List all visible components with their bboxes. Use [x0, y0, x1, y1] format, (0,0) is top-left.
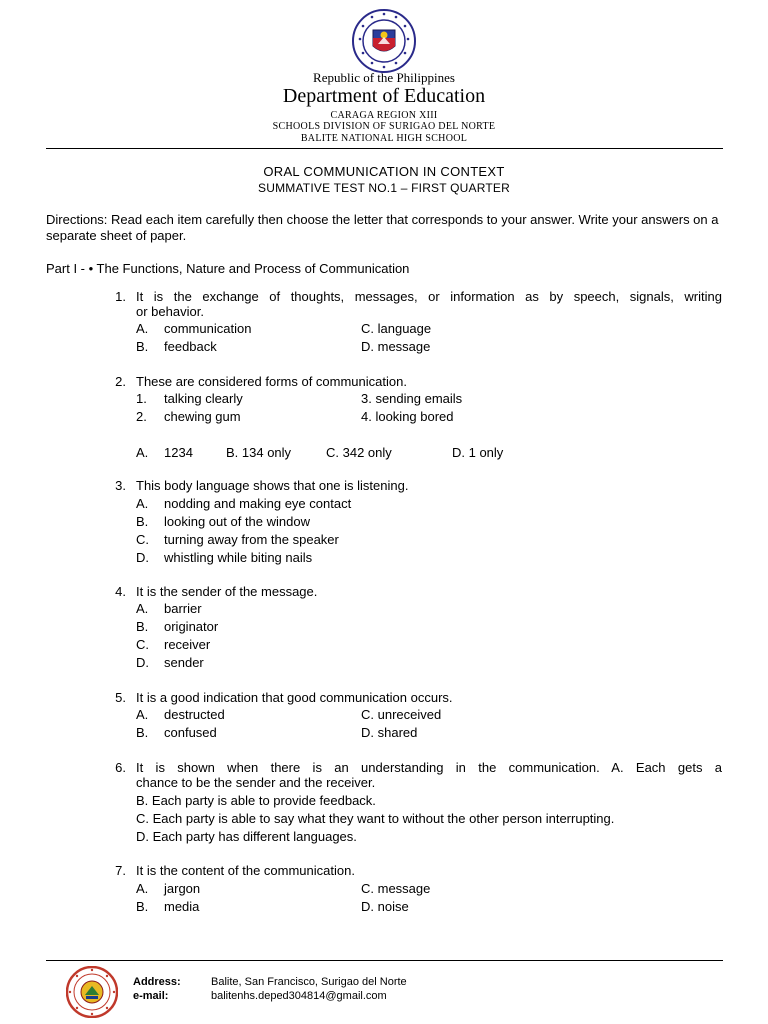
question-stem: It is shown when there is an understanding in the communication. A. Each gets a [136, 760, 722, 775]
question-stem: It is the exchange of thoughts, messages, or information as by speech, signals, writing [136, 289, 722, 304]
option-c: C. receiver [136, 637, 211, 652]
question-stem-continued: chance to be the sender and the receiver. [136, 775, 376, 790]
option-a: A. jargon [136, 881, 201, 896]
header-divider [46, 148, 723, 149]
option-d: D. message [361, 339, 431, 354]
question-number: 6. [115, 760, 126, 775]
option-b: B. media [136, 899, 200, 914]
address-value: Balite, San Francisco, Surigao del Norte [211, 976, 407, 988]
option-b: B. originator [136, 619, 219, 634]
option-b: B. confused [136, 725, 217, 740]
option-d: D. whistling while biting nails [136, 550, 313, 565]
option-c: C. turning away from the speaker [136, 532, 339, 547]
option-c: C. unreceived [361, 707, 442, 722]
option-a: A. nodding and making eye contact [136, 496, 352, 511]
subject-title: ORAL COMMUNICATION IN CONTEXT [263, 164, 505, 179]
question-stem: It is the content of the communication. [136, 863, 355, 878]
item-1: 1. talking clearly [136, 391, 243, 406]
address-label: Address: [133, 976, 181, 988]
question-number: 1. [115, 289, 126, 304]
question-number: 5. [115, 690, 126, 705]
email-value: balitenhs.deped304814@gmail.com [211, 990, 387, 1002]
option-a: A. 1234 [136, 445, 193, 460]
option-d: D. Each party has different languages. [136, 829, 357, 844]
department-title: Department of Education [282, 85, 486, 107]
option-c: C. language [361, 321, 432, 336]
option-c: C. 342 only [326, 445, 392, 460]
question-number: 2. [115, 374, 126, 389]
question-number: 7. [115, 863, 126, 878]
footer-divider [46, 960, 723, 961]
item-3: 3. sending emails [361, 391, 463, 406]
option-c: C. message [361, 881, 431, 896]
option-d: D. sender [136, 655, 204, 670]
question-stem: These are considered forms of communication. [136, 374, 407, 389]
question-number: 3. [115, 478, 126, 493]
school-seal-logo [66, 966, 118, 1018]
deped-seal-logo [351, 8, 417, 74]
directions-text: Directions: Read each item carefully then choose the letter that corresponds to your answer. Write your answers on a separate sheet of paper. [46, 212, 719, 243]
test-title: SUMMATIVE TEST NO.1 – FIRST QUARTER [258, 181, 510, 195]
item-4: 4. looking bored [361, 409, 454, 424]
question-stem-continued: or behavior. [136, 304, 204, 319]
division-label: SCHOOLS DIVISION OF SURIGAO DEL NORTE [272, 121, 496, 132]
option-b: B. Each party is able to provide feedback. [136, 793, 376, 808]
email-label: e-mail: [133, 990, 169, 1002]
option-d: D. shared [361, 725, 418, 740]
option-d: D. noise [361, 899, 409, 914]
option-c: C. Each party is able to say what they want to without the other person interrupting. [136, 811, 615, 826]
item-2: 2. chewing gum [136, 409, 241, 424]
question-number: 4. [115, 584, 126, 599]
option-b: B. feedback [136, 339, 217, 354]
question-stem: It is a good indication that good communication occurs. [136, 690, 453, 705]
question-stem: It is the sender of the message. [136, 584, 318, 599]
part-heading: Part I - • The Functions, Nature and Process of Communication [46, 261, 410, 276]
option-a: A. communication [136, 321, 252, 336]
option-a: A. destructed [136, 707, 225, 722]
option-b: B. 134 only [226, 445, 292, 460]
option-b: B. looking out of the window [136, 514, 310, 529]
option-d: D. 1 only [452, 445, 504, 460]
region-label: CARAGA REGION XIII [330, 110, 438, 121]
question-stem: This body language shows that one is listening. [136, 478, 409, 493]
republic-label: Republic of the Philippines [313, 70, 455, 85]
option-a: A. barrier [136, 601, 202, 616]
school-label: BALITE NATIONAL HIGH SCHOOL [300, 133, 468, 144]
